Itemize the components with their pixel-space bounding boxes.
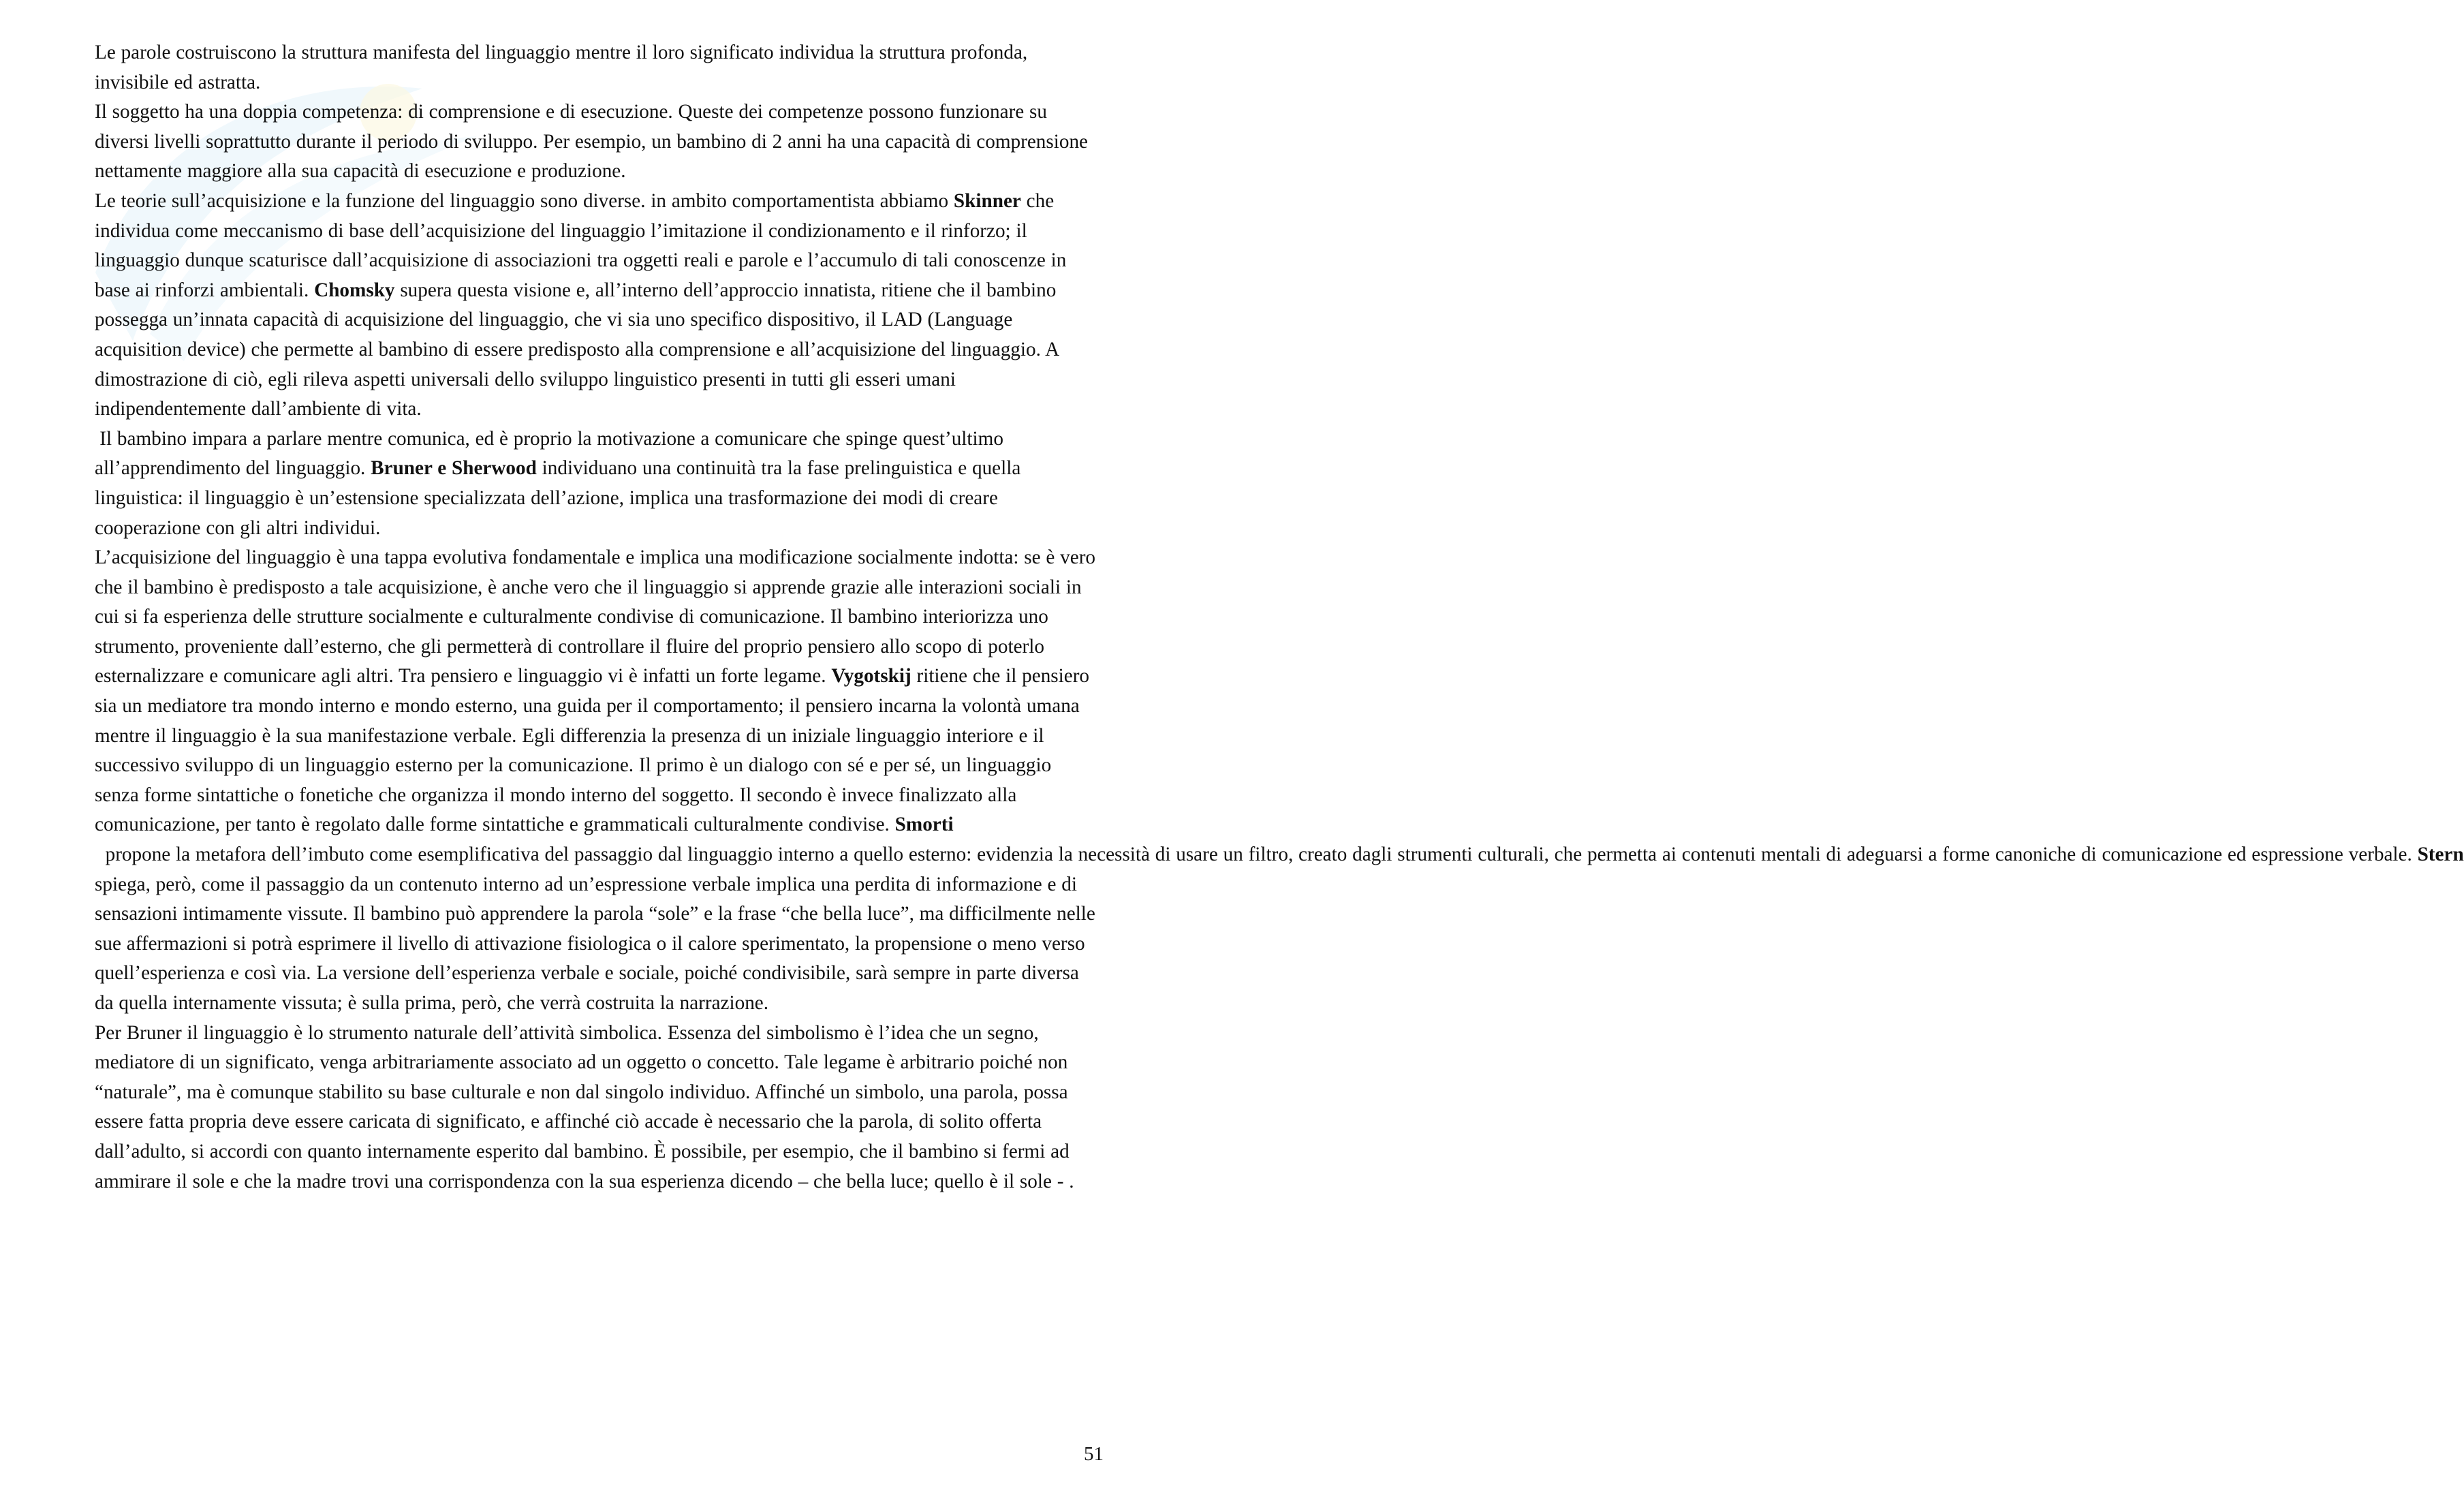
author-name-skinner: Skinner [953,189,1021,212]
text-run: individuano una continuità tra la fase prelinguistica e quella linguistica: il linguaggio è un’estensione specializzata dell’azione, implica una trasformazione dei modi di creare cooperazione con gli altri individui. [95,457,1021,539]
text-run: Le teorie sull’acquisizione e la funzione del linguaggio sono diverse. in ambito comportamentista abbiamo [95,189,954,212]
page-number: 51 [1084,1443,1104,1465]
text-run: Il bambino impara a parlare mentre comunica, ed è proprio la motivazione a comunicare che spinge quest’ultimo all’apprendimento del linguaggio. [95,427,1003,480]
text-run: L’acquisizione del linguaggio è una tappa evolutiva fondamentale e implica una modificazione socialmente indotta: se è vero che il bambino è predisposto a tale acquisizione, è anche vero che il linguaggio si apprende grazie alle interazioni sociali in cui si fa esperienza delle strutture socialmente e culturalmente condivise di comunicazione. Il bambino interiorizza uno strumento, proveniente dall’esterno, che gli permetterà di controllare il fluire del proprio pensiero allo scopo di poterlo esternalizzare e comunicare agli altri. Tra pensiero e linguaggio vi è infatti un forte legame. [95,546,1096,687]
text-run: che individua come meccanismo di base dell’acquisizione del linguaggio l’imitazione il condizionamento e il rinforzo; il linguaggio dunque scaturisce dall’acquisizione di associazioni tra oggetti reali e parole e l’accumulo di tali conoscenze in base ai rinforzi ambientali. [95,189,1067,301]
text-run: spiega, però, come il passaggio da un contenuto interno ad un’espressione verbale implica una perdita di informazione e di sensazioni intimamente vissute. Il bambino può apprendere la parola “sole” e la frase “che bella luce”, ma difficilmente nelle sue affermazioni si potrà esprimere il livello di attivazione fisiologica o il calore sperimentato, la propensione o meno verso quell’esperienza e così via. La versione dell’esperienza verbale e sociale, poiché condivisibile, sarà sempre in parte diversa da quella internamente vissuta; è sulla prima, però, che verrà costruita la narrazione. [95,873,1095,1014]
paragraph: Il soggetto ha una doppia competenza: di comprensione e di esecuzione. Queste dei competenze possono funzionare su diversi livelli soprattutto durante il periodo di sviluppo. Per esempio, un bambino di 2 anni ha una capacità di comprensione nettamente maggiore alla sua capacità di esecuzione e produzione. [95,101,1089,183]
paragraph [95,187,1096,424]
author-name-smorti: Smorti [894,814,954,836]
paragraph: Per Bruner il linguaggio è lo strumento naturale dell’attività simbolica. Essenza del simbolismo è l’idea che un segno, mediatore di un significato, venga arbitrariamente associato ad un oggetto o concetto. Tale legame è arbitrario poiché non “naturale”, ma è comunque stabilito su base culturale e non dal singolo individuo. Affinché un simbolo, una parola, possa essere fatta propria deve essere caricata di significato, e affinché ciò accade è necessario che la parola, di solito offerta dall’adulto, si accordi con quanto internamente esperito dal bambino. È possibile, per esempio, che il bambino si fermi ad ammirare il sole e che la madre trovi una corrispondenza con la sua esperienza dicendo – che bella luce; quello è il sole - . [95,1021,1074,1192]
paragraph [95,543,2464,1019]
text-run: propone la metafora dell’imbuto come esemplificativa del passaggio dal linguaggio interno a quello esterno: evidenzia la necessità di usare un filtro, creato dagli strumenti culturali, che permetta ai contenuti mentali di adeguarsi a forme canoniche di comunicazione ed espressione verbale. [95,844,2418,866]
author-name-chomsky: Chomsky [314,279,395,301]
text-run: ritiene che il pensiero sia un mediatore tra mondo interno e mondo esterno, una guida per il comportamento; il pensiero incarna la volontà umana mentre il linguaggio è la sua manifestazione verbale. Egli differenzia la presenza di un iniziale linguaggio interiore e il successivo sviluppo di un linguaggio esterno per la comunicazione. Il primo è un dialogo con sé e per sé, un linguaggio senza forme sintattiche o fonetiche che organizza il mondo interno del soggetto. Il secondo è invece finalizzato alla comunicazione, per tanto è regolato dalle forme sintattiche e grammaticali culturalmente condivise. [95,665,1090,836]
author-name-bruner-sherwood: Bruner e Sherwood [371,457,537,480]
paragraph: Le parole costruiscono la struttura manifesta del linguaggio mentre il loro significato individua la struttura profonda, invisibile ed astratta. [95,42,1028,93]
text-run: supera questa visione e, all’interno dell’approccio innatista, ritiene che il bambino possegga un’innata capacità di acquisizione del linguaggio, che vi sia uno specifico dispositivo, il LAD (Language acquisition device) che permette al bambino di essere predisposto alla comprensione e all’acquisizione del linguaggio. A dimostrazione di ciò, egli rileva aspetti universali dello sviluppo linguistico presenti in tutti gli esseri umani indipendentemente dall’ambiente di vita. [95,279,1059,420]
author-name-stern: Stern [2417,844,2464,866]
paragraph [95,424,1096,543]
body-text [95,38,2464,1196]
author-name-vygotskij: Vygotskij [831,665,911,687]
